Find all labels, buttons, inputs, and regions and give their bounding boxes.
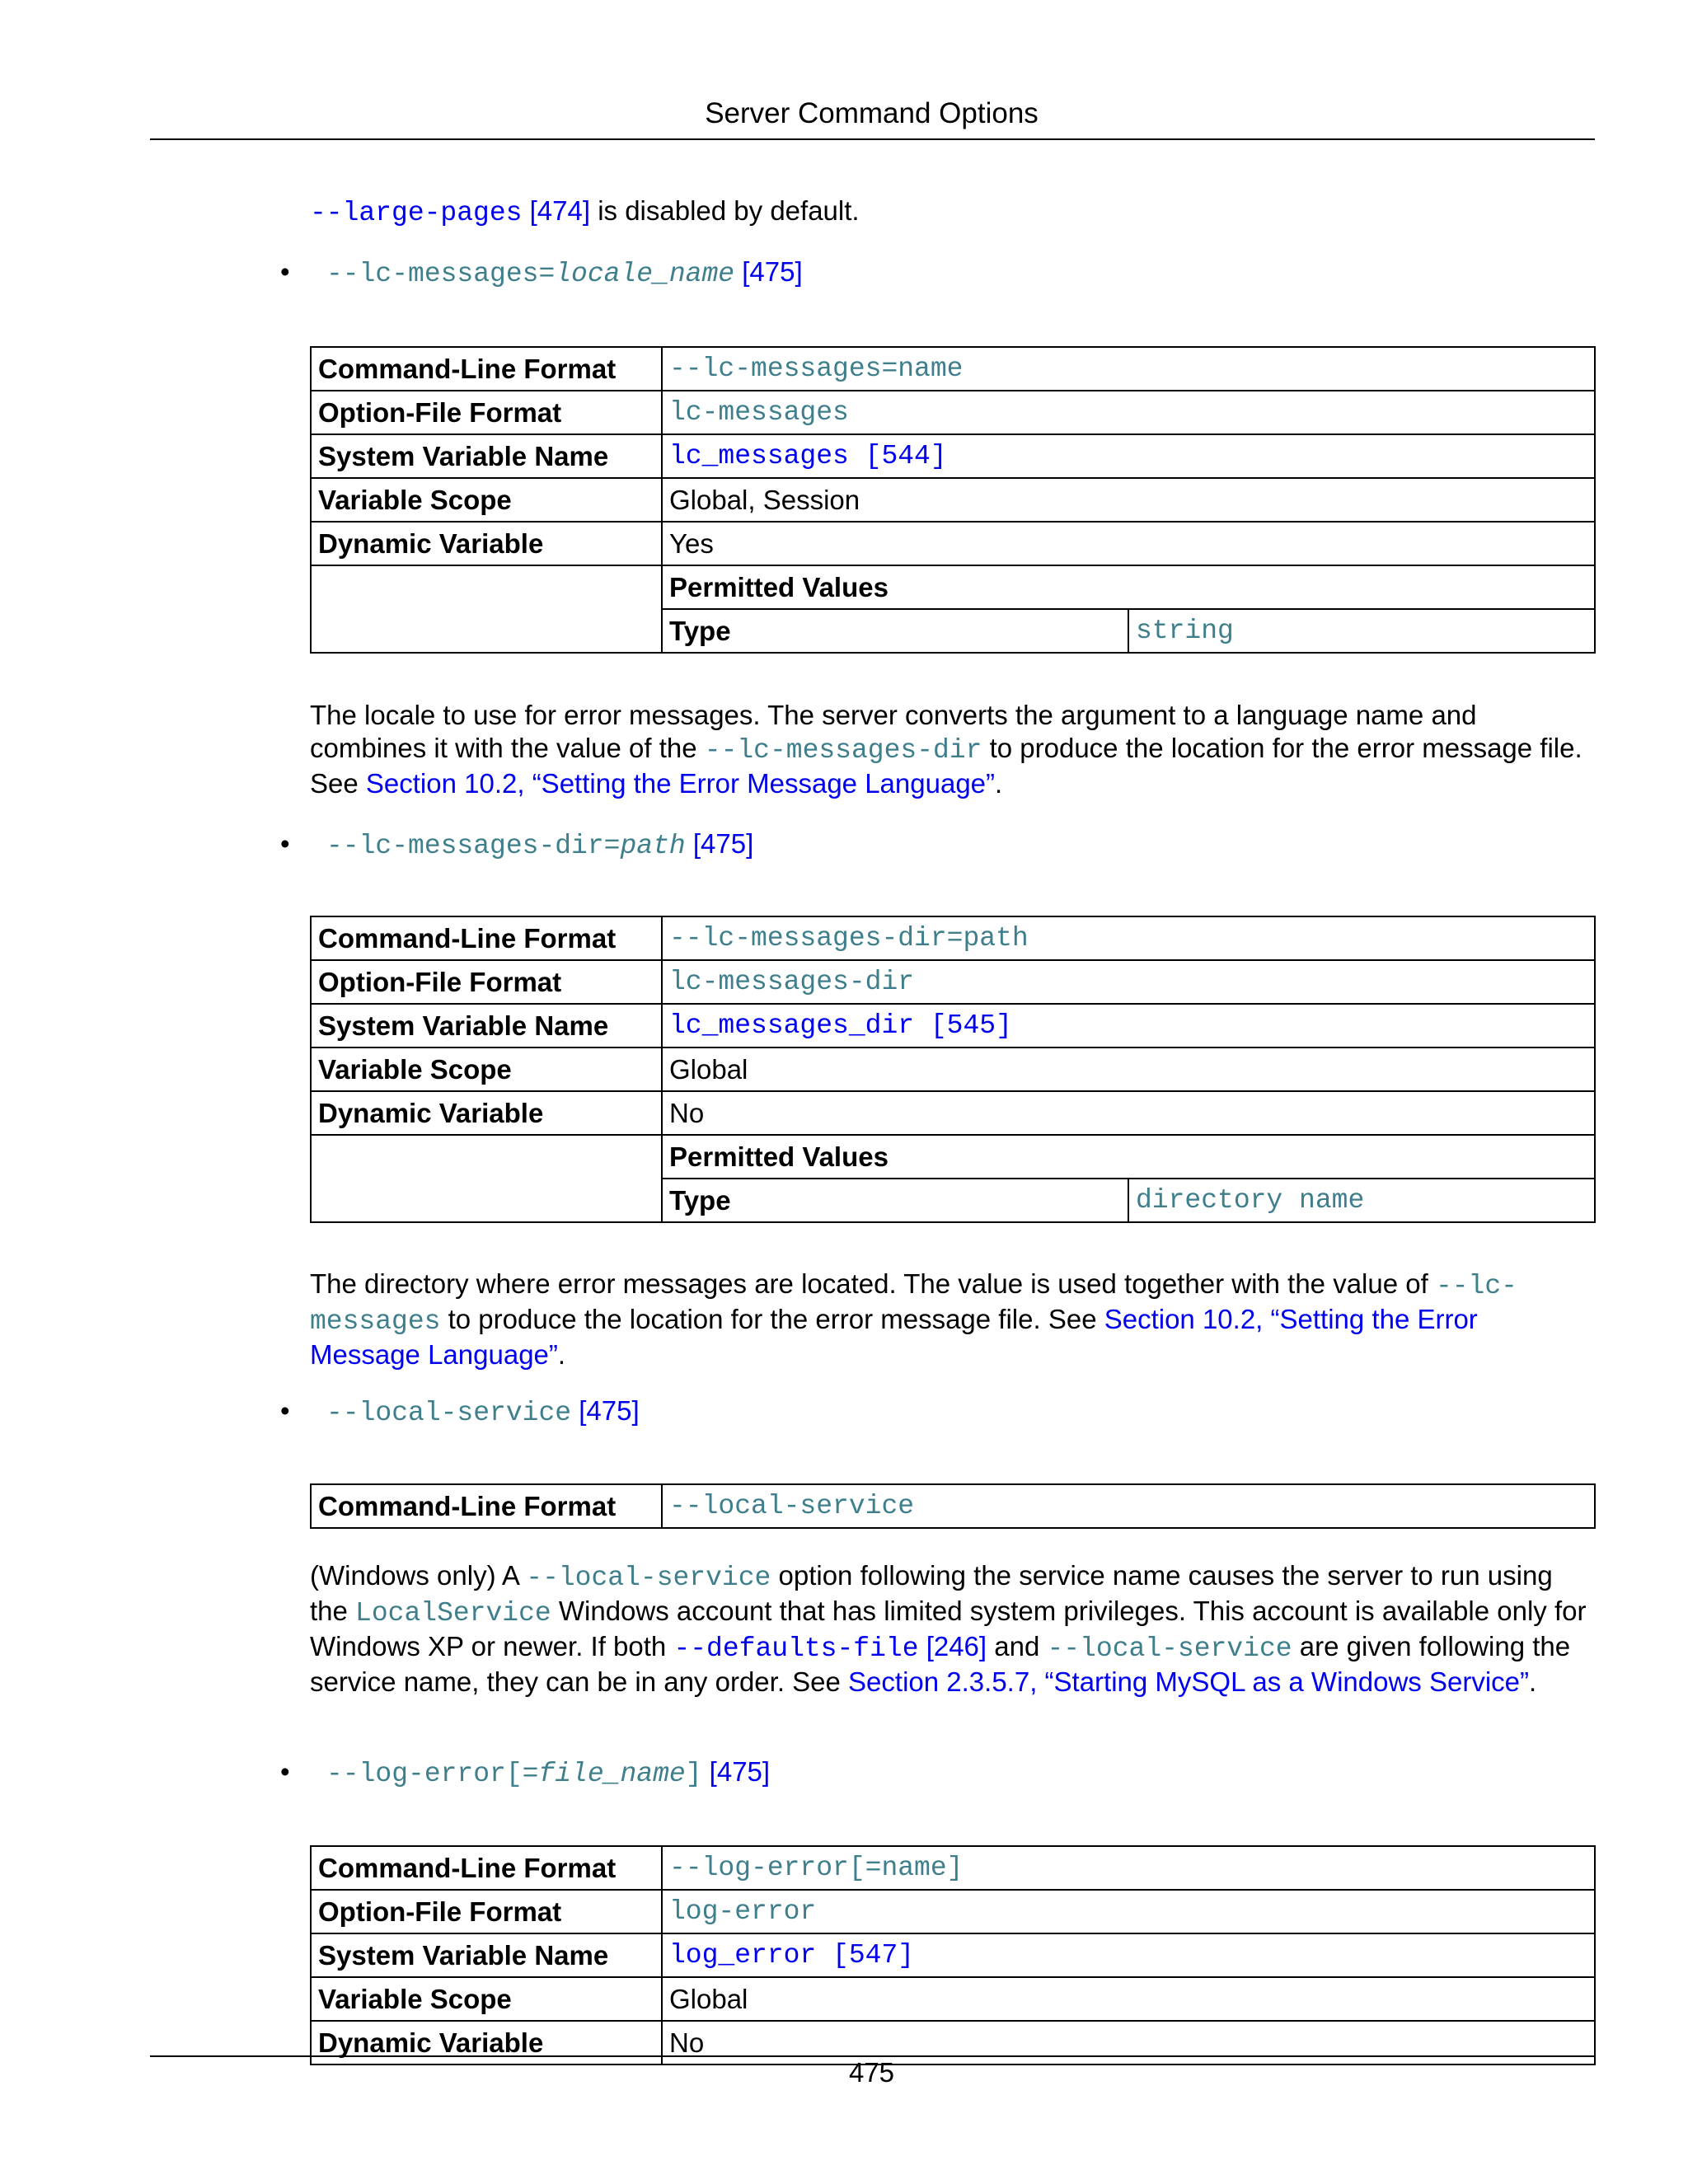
bullet-dot: • [280,828,290,859]
table-row [311,1846,1595,1890]
scope-label: Variable Scope [311,1977,662,2021]
dynamic-value: Yes [662,522,1595,565]
page-number: 475 [848,2057,895,2088]
option-ref-link[interactable]: [475] [742,256,803,287]
scope-label: Variable Scope [311,1047,662,1091]
option-table-lc-messages-dir [310,916,1596,1223]
table-row [311,1135,1595,1222]
type-value: directory name [1136,1185,1365,1216]
sysvar-link[interactable]: lc_messages [544] [662,434,1595,478]
dynamic-label: Dynamic Variable [311,2021,662,2064]
cmd-format-label: Command-Line Format [311,1846,662,1890]
section-link[interactable]: Section 10.2, “Setting the Error Message Language” [365,768,996,799]
cmd-format-value: --local-service [662,1484,1595,1528]
option-file-value: lc-messages [662,391,1595,434]
permitted-values-cell [662,565,1595,653]
table-row [311,478,1595,522]
cmd-format-label: Command-Line Format [311,916,662,960]
sysvar-link[interactable]: lc_messages_dir [545] [662,1004,1595,1047]
option-file-label: Option-File Format [311,960,662,1004]
scope-value: Global [662,1047,1595,1091]
table-row [311,960,1595,1004]
sysvar-link[interactable]: log_error [547] [662,1933,1595,1977]
table-row [311,1047,1595,1091]
inline-code: --lc- [1435,1271,1517,1301]
option-name[interactable]: --lc-messages=locale_name [326,259,735,289]
dynamic-label: Dynamic Variable [311,522,662,565]
option-file-label: Option-File Format [311,1890,662,1933]
type-value: string [1136,616,1234,646]
permitted-values-cell [662,1135,1595,1222]
dynamic-label: Dynamic Variable [311,1091,662,1135]
bullet-dot: • [280,1756,290,1787]
defaults-file-link[interactable]: --defaults-file [673,1633,919,1664]
cmd-format-value: --lc-messages=name [662,347,1595,391]
option-table-log-error [310,1845,1596,2065]
inline-code: --local-service [1047,1633,1292,1664]
table-row [311,434,1595,478]
type-label: Type [663,609,1128,652]
permitted-values-label: Permitted Values [663,1136,1594,1179]
header-rule [150,138,1595,140]
option-ref-link[interactable]: [475] [579,1395,640,1426]
empty-cell [311,1135,662,1222]
inline-code: messages [310,1306,441,1337]
sysvar-label: System Variable Name [311,1004,662,1047]
option-file-label: Option-File Format [311,391,662,434]
scope-label: Variable Scope [311,478,662,522]
option-file-value: lc-messages-dir [662,960,1595,1004]
local-service-description: (Windows only) A --local-service option following the service name causes the server to run using the LocalService Windows account that has limited system privileges. This account is available only for Windows XP or newer. If both --defaults-file [246] and --local-service are given following the service name, they can be in any order. See Section 2.3.5.7, “Starting MySQL as a Windows Service”. [310,1560,1587,1697]
option-ref-link[interactable]: [475] [692,828,754,859]
intro-text: is disabled by default. [590,195,860,226]
dynamic-value: No [662,1091,1595,1135]
large-pages-link[interactable]: --large-pages [310,198,523,228]
option-ref-link[interactable]: [475] [709,1756,771,1787]
defaults-file-ref-link[interactable]: [246] [926,1631,987,1661]
table-row [311,1091,1595,1135]
large-pages-ref-link[interactable]: [474] [529,195,591,226]
section-link[interactable]: Message Language” [310,1339,558,1370]
type-label: Type [663,1179,1128,1221]
table-row [311,1933,1595,1977]
bullet-local-service [280,1394,640,1430]
option-name[interactable]: --log-error[=file_name] [326,1759,702,1789]
inline-code: --lc-messages-dir [704,735,982,766]
cmd-format-label: Command-Line Format [311,1484,662,1528]
table-row [311,347,1595,391]
section-link[interactable]: Section 2.3.5.7, “Starting MySQL as a Windows Service” [848,1666,1529,1697]
permitted-values-table [663,566,1594,652]
dynamic-value: No [662,2021,1595,2064]
page-header-title: Server Command Options [705,97,1039,129]
scope-value: Global [662,1977,1595,2021]
inline-code: --local-service [526,1563,771,1593]
cmd-format-value: --log-error[=name] [662,1846,1595,1890]
table-row [311,391,1595,434]
lc-messages-dir-description: The directory where error messages are located. The value is used together with the value of --lc- messages to produce the location for the error message file. See Section 10.2, “Setting the Error Message Language”. [310,1268,1517,1370]
option-table-lc-messages [310,346,1596,654]
bullet-lc-messages-dir [280,827,753,863]
section-link[interactable]: Section 10.2, “Setting the Error [1104,1304,1478,1334]
table-row [311,1004,1595,1047]
bullet-lc-messages [280,255,803,291]
scope-value: Global, Session [662,478,1595,522]
table-row [311,916,1595,960]
table-row [311,1890,1595,1933]
table-row [311,1484,1595,1528]
permitted-values-table [663,1136,1594,1221]
bullet-dot: • [280,1395,290,1426]
option-table-local-service [310,1483,1596,1529]
sysvar-label: System Variable Name [311,434,662,478]
table-row [311,1977,1595,2021]
option-name[interactable]: --lc-messages-dir=path [326,831,686,861]
cmd-format-label: Command-Line Format [311,347,662,391]
bullet-dot: • [280,256,290,287]
option-name[interactable]: --local-service [326,1398,572,1428]
table-row [311,522,1595,565]
bullet-log-error [280,1755,770,1791]
table-row [311,565,1595,653]
intro-line [310,194,1596,230]
permitted-values-label: Permitted Values [663,566,1594,609]
empty-cell [311,565,662,653]
sysvar-label: System Variable Name [311,1933,662,1977]
lc-messages-description: The locale to use for error messages. The server converts the argument to a language name and combines it with the value of the --lc-messages-dir to produce the location for the error message file. See Section 10.2, “Setting the Error Message Language”. [310,700,1582,799]
inline-code: LocalService [355,1598,551,1629]
option-file-value: log-error [662,1890,1595,1933]
cmd-format-value: --lc-messages-dir=path [662,916,1595,960]
